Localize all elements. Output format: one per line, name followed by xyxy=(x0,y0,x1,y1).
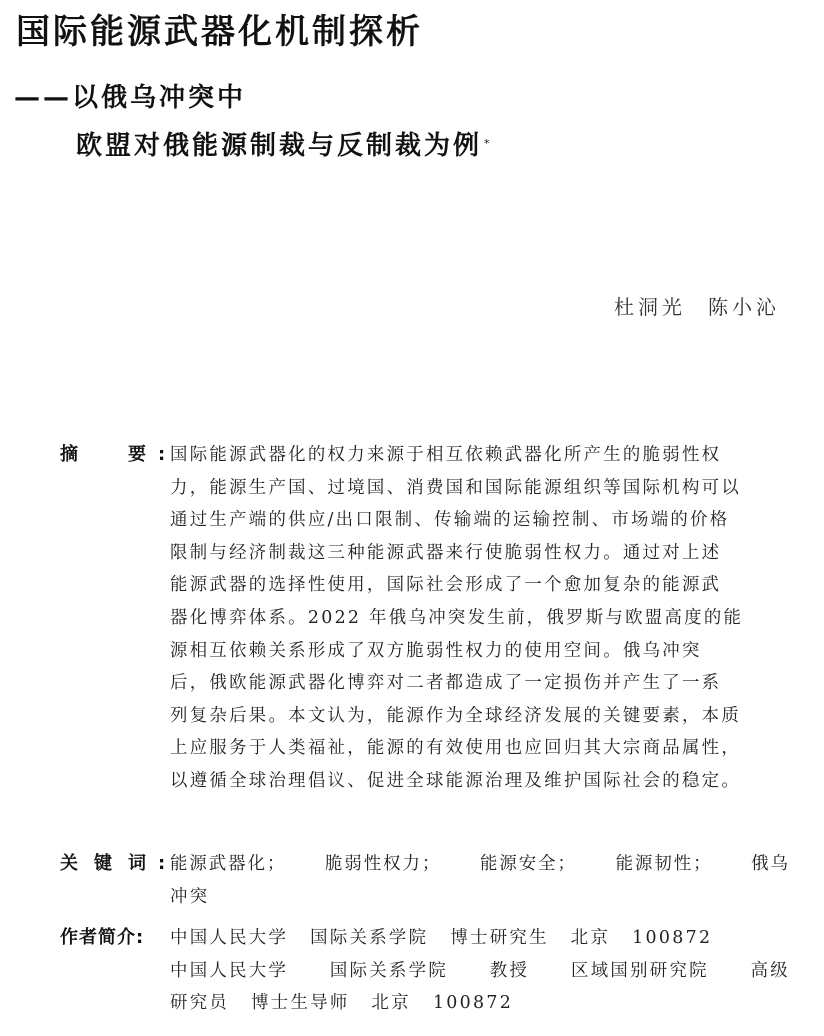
abstract-line: 限制与经济制裁这三种能源武器来行使脆弱性权力。通过对上述 xyxy=(170,542,722,563)
affiliation-title-part: 高级 xyxy=(750,960,790,981)
footnote-marker[interactable]: * xyxy=(484,137,493,150)
keyword: 能源武器化； xyxy=(170,854,287,874)
author-2-affiliation xyxy=(170,955,790,988)
author-info-body xyxy=(170,922,790,1020)
keyword: 脆弱性权力； xyxy=(324,854,442,874)
abstract-line: 以遵循全球治理倡议、促进全球能源治理及维护国际社会的稳定。 xyxy=(170,770,742,791)
abstract-line: 后，俄欧能源武器化博弈对二者都造成了一定损伤并产生了一系 xyxy=(170,673,722,694)
keywords-body xyxy=(170,848,790,913)
abstract-line: 国际能源武器化的权力来源于相互依赖武器化所产生的脆弱性权 xyxy=(170,445,722,465)
label-text: 作者简介 xyxy=(60,927,136,948)
affiliation-title: 博士研究生 xyxy=(450,928,549,948)
author-2-affiliation-continued xyxy=(170,987,790,1020)
paper-title: 国际能源武器化机制探析 xyxy=(16,12,423,52)
affiliation-school: 国际关系学院 xyxy=(329,960,449,981)
keywords-section xyxy=(60,848,790,913)
label-char: 要 xyxy=(128,444,146,465)
keyword: 能源韧性； xyxy=(615,854,713,874)
author-2: 陈小沁 xyxy=(708,295,780,319)
label-colon: : xyxy=(158,444,166,465)
affiliation-role: 博士生导师 xyxy=(251,993,350,1014)
affiliation-school: 国际关系学院 xyxy=(310,928,429,948)
abstract-line: 上应服务于人类福祉，能源的有效使用也应回归其大宗商品属性， xyxy=(170,738,742,759)
abstract-line: 列复杂后果。本文认为，能源作为全球经济发展的关键要素，本质 xyxy=(170,705,742,726)
label-colon: : xyxy=(158,853,166,874)
affiliation-postcode: 100872 xyxy=(632,928,713,948)
abstract-line: 能源武器的选择性使用，国际社会形成了一个愈加复杂的能源武 xyxy=(170,575,722,596)
author-1-affiliation xyxy=(170,922,790,955)
affiliation-institute: 区域国别研究院 xyxy=(571,960,709,981)
label-char: 词 xyxy=(128,853,146,874)
label-char: 关 xyxy=(60,853,78,874)
affiliation-city: 北京 xyxy=(371,993,411,1014)
abstract-body xyxy=(170,439,790,798)
keyword: 俄乌 xyxy=(751,854,790,874)
affiliation-postcode: 100872 xyxy=(432,993,514,1014)
paper-subtitle-line-2 xyxy=(76,128,493,164)
abstract-section xyxy=(60,439,790,798)
abstract-line: 通过生产端的供应/出口限制、传输端的运输控制、市场端的价格 xyxy=(170,510,730,531)
affiliation-title: 教授 xyxy=(489,960,530,981)
subtitle-text: 欧盟对俄能源制裁与反制裁为例 xyxy=(76,131,483,161)
keywords-line-continuation: 冲突 xyxy=(170,886,210,907)
affiliation-university: 中国人民大学 xyxy=(170,928,289,948)
affiliation-university: 中国人民大学 xyxy=(170,960,289,981)
label-char: 键 xyxy=(94,853,112,874)
abstract-line: 力，能源生产国、过境国、消费国和国际能源组织等国际机构可以 xyxy=(170,477,742,498)
keywords-label xyxy=(60,848,170,881)
author-1: 杜洞光 xyxy=(614,295,686,319)
keyword: 能源安全； xyxy=(479,854,577,874)
label-colon: : xyxy=(136,927,144,948)
keywords-line xyxy=(170,848,790,881)
affiliation-city: 北京 xyxy=(570,928,611,948)
abstract-line: 源相互依赖关系形成了双方脆弱性权力的使用空间。俄乌冲突 xyxy=(170,640,702,661)
paper-subtitle-line-1: ——以俄乌冲突中 xyxy=(14,83,247,113)
author-names xyxy=(614,292,780,322)
label-char: 摘 xyxy=(60,444,78,465)
author-info-section xyxy=(60,922,790,1020)
abstract-line: 器化博弈体系。2022 年俄乌冲突发生前，俄罗斯与欧盟高度的能 xyxy=(170,607,744,628)
abstract-label xyxy=(60,439,170,472)
affiliation-title-part: 研究员 xyxy=(170,993,230,1014)
author-info-label xyxy=(60,922,170,955)
